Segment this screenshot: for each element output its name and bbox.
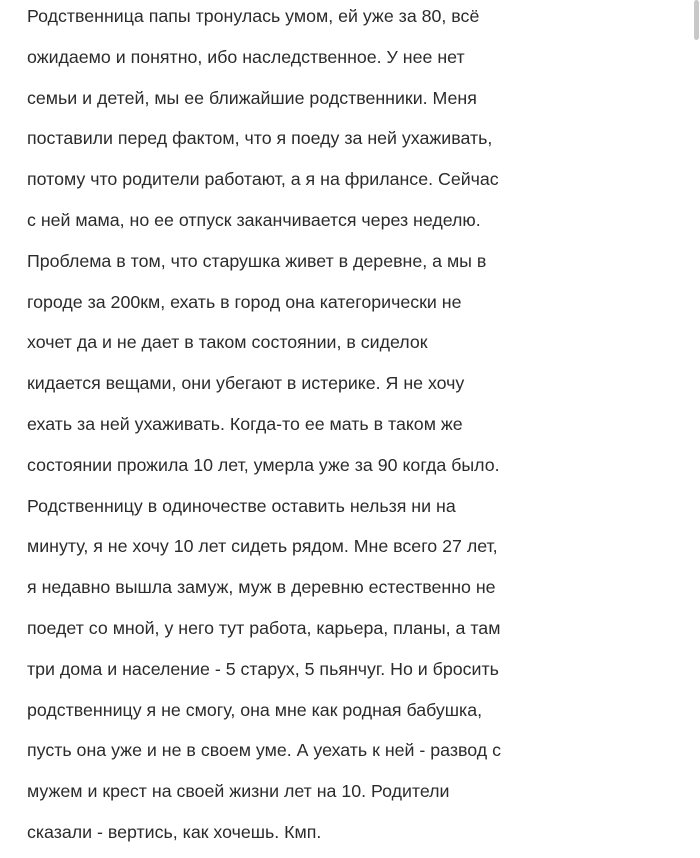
post-text-line: Родственницу в одиночестве оставить нельзя ни на <box>27 495 456 516</box>
post-text-line: поедет со мной, у него тут работа, карьера, планы, а там <box>27 617 501 638</box>
post-text-line: состоянии прожила 10 лет, умерла уже за 90 когда было. <box>27 454 500 475</box>
post-text-line: три дома и население - 5 старух, 5 пьянчуг. Но и бросить <box>27 658 499 679</box>
post-text-line: Родственница папы тронулась умом, ей уже за 80, всё <box>27 6 480 26</box>
post-text-line: родственницу я не смогу, она мне как родная бабушка, <box>27 699 483 720</box>
post-text-line: хочет да и не дает в таком состоянии, в сиделок <box>27 332 428 353</box>
post-text-line: кидается вещами, они убегают в истерике. Я не хочу <box>27 373 465 394</box>
post-text-line: минуту, я не хочу 10 лет сидеть рядом. Мне всего 27 лет, <box>27 536 498 557</box>
scrollbar-thumb[interactable] <box>694 0 699 40</box>
post-text-line: ожидаемо и понятно, ибо наследственное. У нее нет <box>27 46 465 67</box>
post-text-line: городе за 200км, ехать в город она категорически не <box>27 291 462 312</box>
post-text-line: Проблема в том, что старушка живет в деревне, а мы в <box>27 250 487 271</box>
post-text-line: пусть она уже и не в своем уме. А уехать к ней - развод с <box>27 740 501 761</box>
post-text-line: потому что родители работают, а я на фрилансе. Сейчас <box>27 169 499 190</box>
post-text-line: я недавно вышла замуж, муж в деревню естественно не <box>27 577 496 598</box>
post-text-line: мужем и крест на своей жизни лет на 10. Родители <box>27 781 450 802</box>
post-text-line: с ней мама, но ее отпуск заканчивается через неделю. <box>27 209 481 230</box>
post-text-line: сказали - вертись, как хочешь. Кмп. <box>27 821 322 842</box>
post-text <box>27 0 697 853</box>
post-text-line: поставили перед фактом, что я поеду за ней ухаживать, <box>27 128 493 149</box>
post-text-line: семьи и детей, мы ее ближайшие родственники. Меня <box>27 87 477 108</box>
post-text-line: ехать за ней ухаживать. Когда-то ее мать в таком же <box>27 413 463 434</box>
